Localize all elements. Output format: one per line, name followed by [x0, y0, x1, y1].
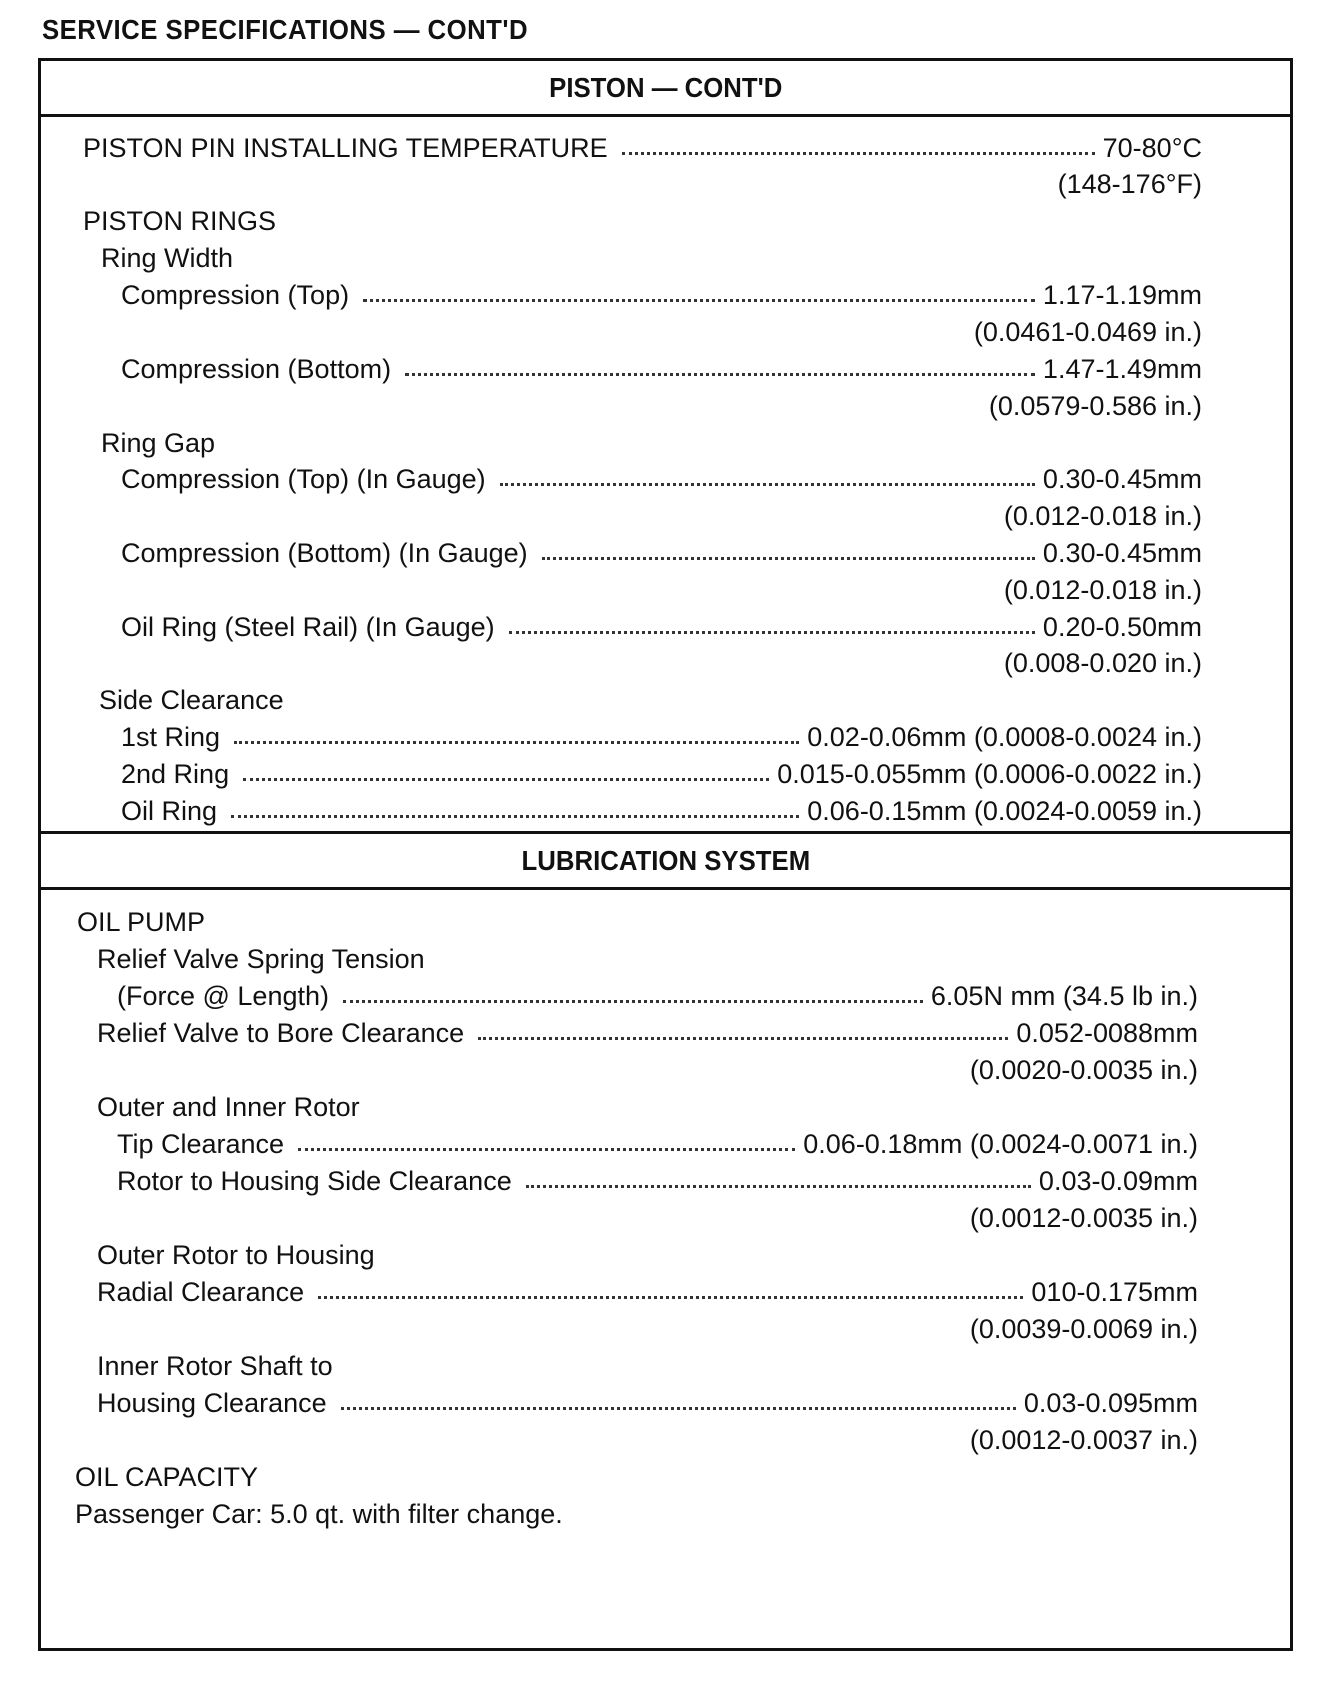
- oil-pump-heading: OIL PUMP: [77, 906, 206, 937]
- spec-row-tip-clearance: [117, 1124, 1198, 1164]
- spec-label: 2nd Ring: [121, 758, 230, 789]
- spec-row-side-1st: [121, 717, 1202, 757]
- spec-subvalue: (0.0012-0.0035 in.): [969, 1202, 1198, 1233]
- dot-leader: [542, 557, 1035, 560]
- dot-leader: [478, 1037, 1008, 1040]
- dot-leader: [318, 1296, 1023, 1299]
- spec-subvalue: (0.008-0.020 in.): [1003, 647, 1202, 678]
- spec-label: Oil Ring (Steel Rail) (In Gauge): [121, 611, 495, 642]
- spec-row-radial-clearance: [97, 1272, 1198, 1312]
- ring-width-heading: Ring Width: [101, 242, 234, 273]
- dot-leader: [231, 815, 799, 818]
- spec-table: [38, 58, 1293, 1651]
- dot-leader: [405, 373, 1035, 376]
- dot-leader: [343, 1000, 923, 1003]
- spec-value: 6.05N mm (34.5 lb in.): [930, 980, 1198, 1011]
- dot-leader: [500, 483, 1035, 486]
- piston-section-title: PISTON — CONT'D: [548, 71, 783, 103]
- spec-subvalue: (0.0012-0.0037 in.): [969, 1424, 1198, 1455]
- spec-value: 0.20-0.50mm: [1042, 611, 1202, 642]
- dot-leader: [298, 1148, 795, 1151]
- relief-spring-heading: Relief Valve Spring Tension: [97, 943, 425, 974]
- dot-leader: [234, 741, 799, 744]
- spec-label: (Force @ Length): [117, 980, 329, 1011]
- dot-leader: [509, 631, 1035, 634]
- spec-value: 0.015-0.055mm (0.0006-0.0022 in.): [777, 758, 1202, 789]
- spec-subvalue: (0.0461-0.0469 in.): [973, 316, 1202, 347]
- piston-section-header: [38, 58, 1293, 117]
- spec-value: 0.06-0.18mm (0.0024-0.0071 in.): [803, 1128, 1198, 1159]
- spec-row-gap-oil: [121, 607, 1202, 647]
- spec-value: 0.02-0.06mm (0.0008-0.0024 in.): [807, 721, 1202, 752]
- dot-leader: [341, 1407, 1016, 1410]
- spec-value: 0.30-0.45mm: [1042, 463, 1202, 494]
- spec-row-gap-bottom: [121, 533, 1202, 573]
- dot-leader: [363, 299, 1035, 302]
- spec-subvalue: (0.0039-0.0069 in.): [969, 1313, 1198, 1344]
- outer-rotor-heading: Outer Rotor to Housing: [97, 1239, 375, 1270]
- spec-label: Rotor to Housing Side Clearance: [117, 1165, 512, 1196]
- ring-gap-heading: Ring Gap: [101, 427, 216, 458]
- spec-row-relief-bore: [97, 1013, 1198, 1053]
- dot-leader: [243, 778, 769, 781]
- spec-value: 0.03-0.09mm: [1038, 1165, 1198, 1196]
- spec-label: Compression (Bottom) (In Gauge): [121, 537, 528, 568]
- piston-rings-heading: PISTON RINGS: [83, 205, 277, 236]
- spec-row-side-2nd: [121, 754, 1202, 794]
- spec-value: 010-0.175mm: [1031, 1276, 1198, 1307]
- spec-row-gap-top: [121, 459, 1202, 499]
- spec-value: 1.47-1.49mm: [1042, 353, 1202, 384]
- dot-leader: [622, 152, 1095, 155]
- passenger-car-note: Passenger Car: 5.0 qt. with filter change.: [75, 1498, 563, 1529]
- side-clearance-heading: Side Clearance: [99, 684, 284, 715]
- spec-label: Oil Ring: [121, 795, 218, 826]
- dot-leader: [526, 1185, 1031, 1188]
- spec-label: Tip Clearance: [117, 1128, 285, 1159]
- spec-value: 0.052-0088mm: [1016, 1017, 1198, 1048]
- spec-label: PISTON PIN INSTALLING TEMPERATURE: [83, 132, 608, 163]
- spec-value: 0.03-0.095mm: [1023, 1387, 1198, 1418]
- spec-label: 1st Ring: [121, 721, 221, 752]
- page-title: SERVICE SPECIFICATIONS — CONT'D: [42, 14, 529, 45]
- spec-label: Relief Valve to Bore Clearance: [97, 1017, 465, 1048]
- spec-value: 1.17-1.19mm: [1042, 279, 1202, 310]
- spec-row-rotor-housing-side: [117, 1161, 1198, 1201]
- spec-label: Compression (Bottom): [121, 353, 392, 384]
- spec-row-side-oil: [121, 791, 1202, 831]
- oil-capacity-heading: OIL CAPACITY: [75, 1461, 259, 1492]
- spec-row-housing-clearance: [97, 1383, 1198, 1423]
- spec-subvalue: (0.0579-0.586 in.): [988, 390, 1202, 421]
- spec-value: 0.30-0.45mm: [1042, 537, 1202, 568]
- spec-row-force-length: [117, 976, 1198, 1016]
- spec-label: Radial Clearance: [97, 1276, 305, 1307]
- spec-subvalue: (0.0020-0.0035 in.): [969, 1054, 1198, 1085]
- spec-value: 70-80°C: [1102, 132, 1202, 163]
- spec-label: Compression (Top): [121, 279, 350, 310]
- spec-value: 0.06-0.15mm (0.0024-0.0059 in.): [807, 795, 1202, 826]
- lubrication-section-header: [38, 831, 1293, 890]
- spec-subvalue: (0.012-0.018 in.): [1003, 500, 1202, 531]
- inner-shaft-heading: Inner Rotor Shaft to: [97, 1350, 333, 1381]
- spec-row-pin-temperature: [83, 128, 1202, 168]
- spec-label: Compression (Top) (In Gauge): [121, 463, 486, 494]
- spec-row-compression-top: [121, 275, 1202, 315]
- spec-label: Housing Clearance: [97, 1387, 327, 1418]
- spec-row-compression-bottom: [121, 349, 1202, 389]
- rotor-heading: Outer and Inner Rotor: [97, 1091, 360, 1122]
- lubrication-section-title: LUBRICATION SYSTEM: [521, 844, 810, 876]
- spec-subvalue: (0.012-0.018 in.): [1003, 574, 1202, 605]
- spec-subvalue: (148-176°F): [1057, 168, 1202, 199]
